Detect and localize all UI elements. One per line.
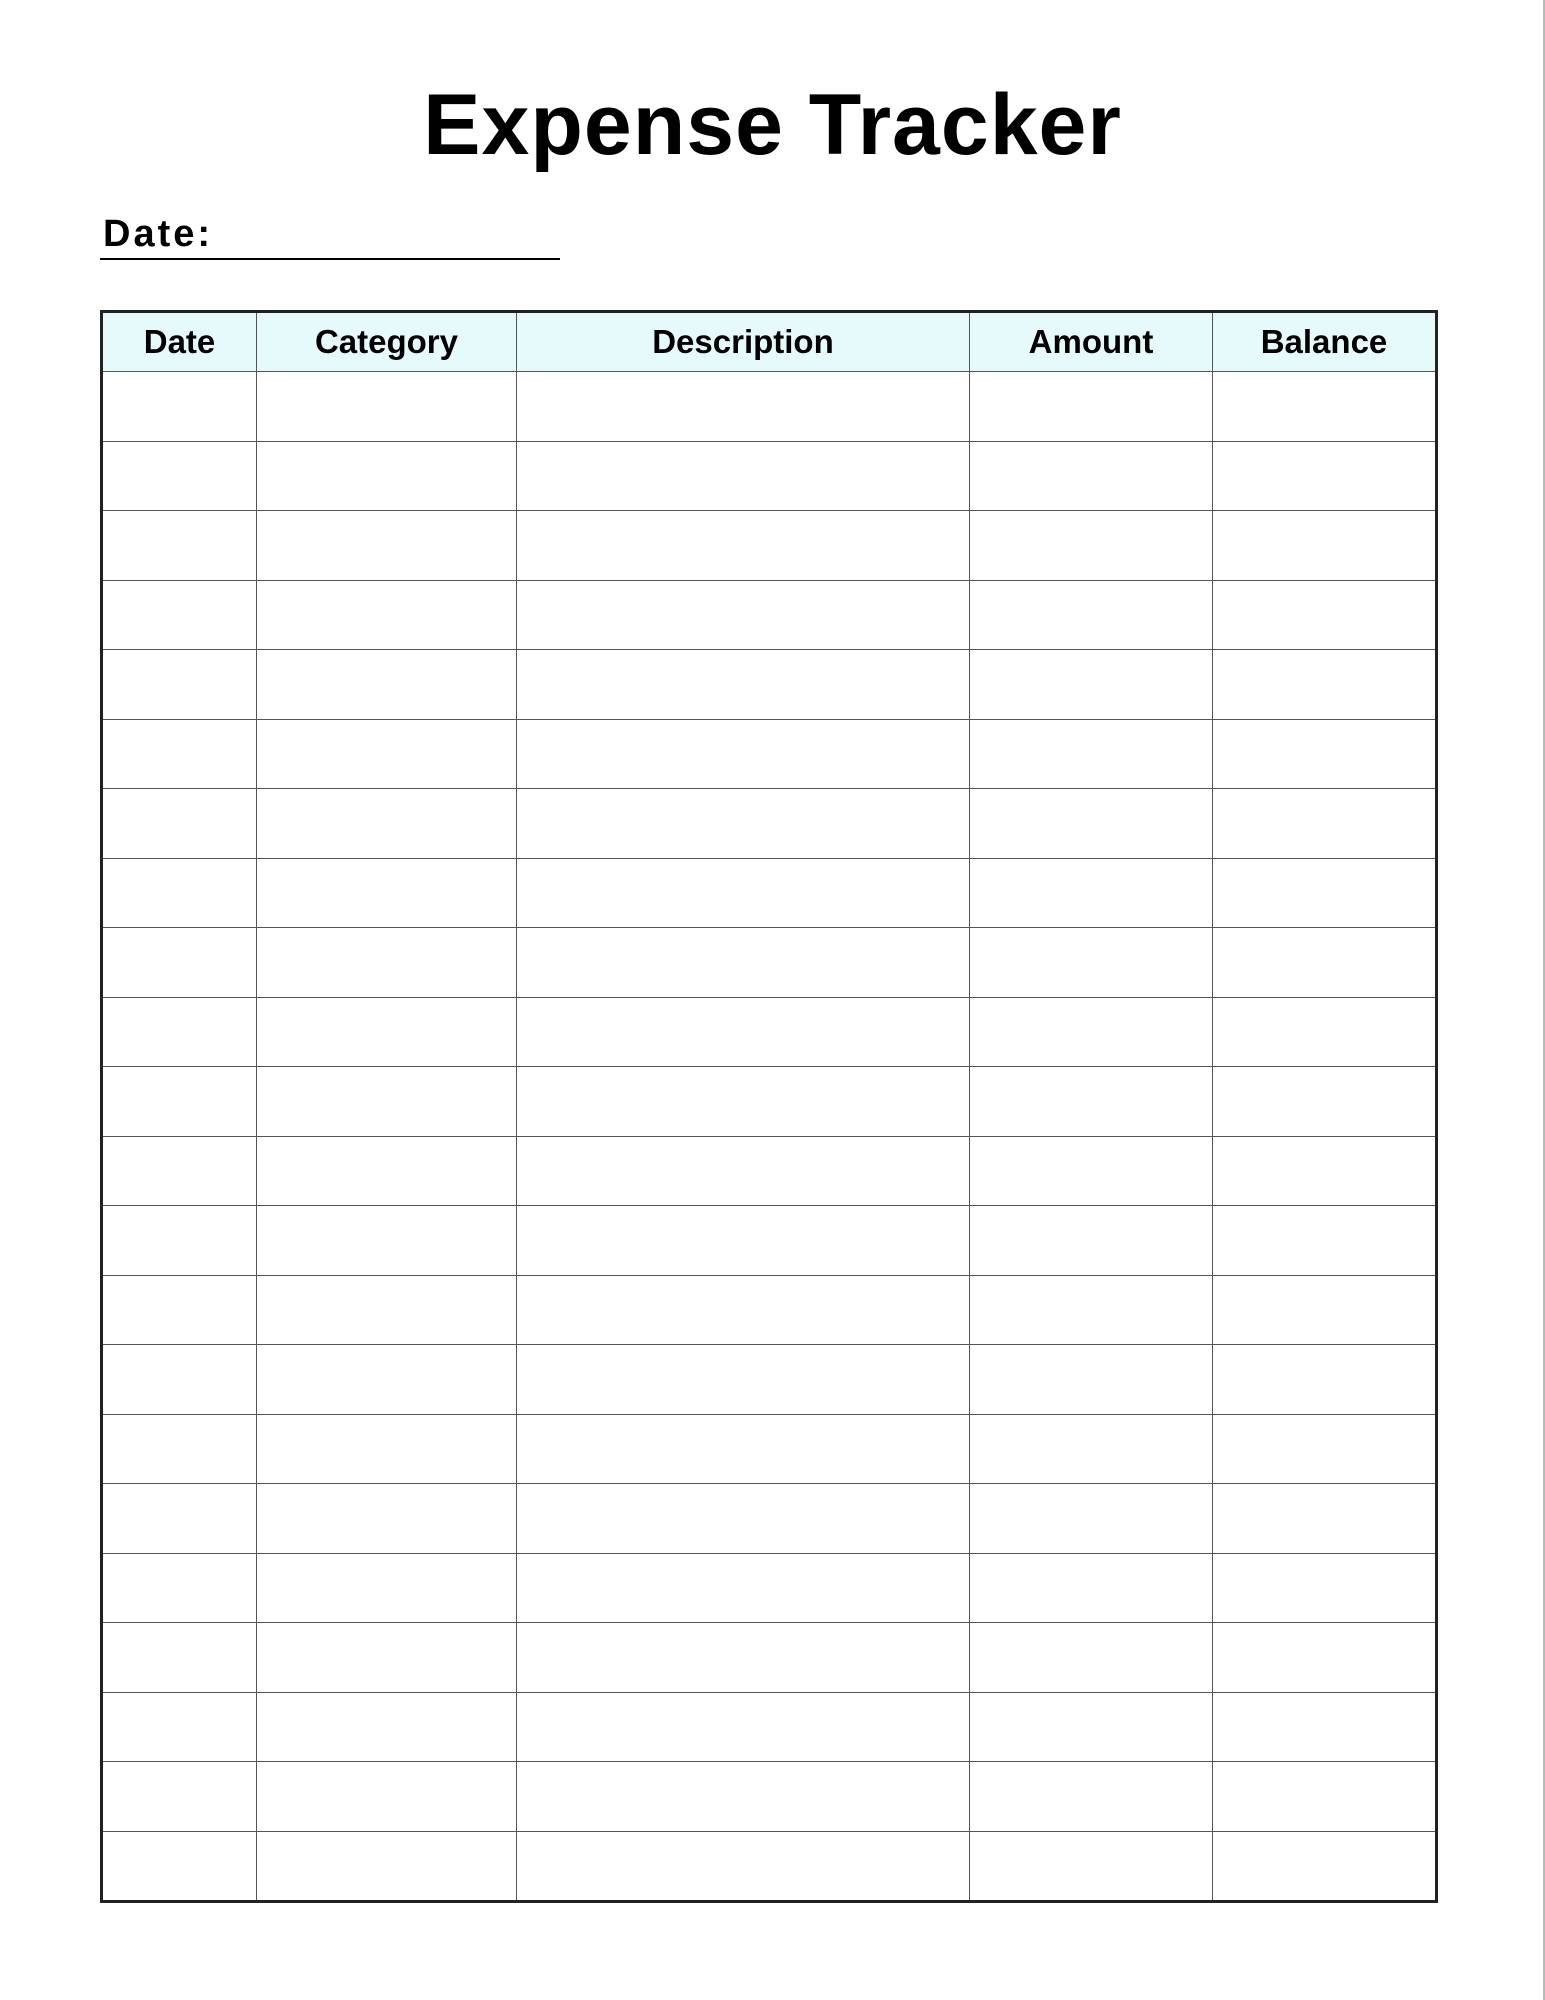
- cell-date[interactable]: [102, 1345, 257, 1415]
- expense-table-container: [100, 310, 1435, 1913]
- cell-amount[interactable]: [970, 1831, 1213, 1902]
- cell-description[interactable]: [517, 1206, 970, 1276]
- cell-description[interactable]: [517, 580, 970, 650]
- cell-balance[interactable]: [1213, 928, 1437, 998]
- cell-amount[interactable]: [970, 650, 1213, 720]
- cell-amount[interactable]: [970, 580, 1213, 650]
- table-row: [102, 372, 1437, 442]
- table-row: [102, 789, 1437, 859]
- cell-balance[interactable]: [1213, 1553, 1437, 1623]
- date-field[interactable]: [100, 210, 560, 260]
- cell-balance[interactable]: [1213, 650, 1437, 720]
- cell-category[interactable]: [257, 997, 517, 1067]
- table-row: [102, 1345, 1437, 1415]
- cell-description[interactable]: [517, 928, 970, 998]
- cell-date[interactable]: [102, 1414, 257, 1484]
- cell-description[interactable]: [517, 1275, 970, 1345]
- table-row: [102, 1275, 1437, 1345]
- cell-balance[interactable]: [1213, 441, 1437, 511]
- table-row: [102, 1067, 1437, 1137]
- cell-category[interactable]: [257, 1484, 517, 1554]
- cell-balance[interactable]: [1213, 1136, 1437, 1206]
- cell-amount[interactable]: [970, 372, 1213, 442]
- cell-description[interactable]: [517, 1692, 970, 1762]
- cell-amount[interactable]: [970, 997, 1213, 1067]
- cell-description[interactable]: [517, 511, 970, 581]
- cell-category[interactable]: [257, 650, 517, 720]
- cell-date[interactable]: [102, 1623, 257, 1693]
- cell-description[interactable]: [517, 858, 970, 928]
- cell-date[interactable]: [102, 789, 257, 859]
- cell-category[interactable]: [257, 511, 517, 581]
- table-row: [102, 1831, 1437, 1902]
- table-row: [102, 580, 1437, 650]
- cell-description[interactable]: [517, 1136, 970, 1206]
- cell-category[interactable]: [257, 1414, 517, 1484]
- table-row: [102, 1136, 1437, 1206]
- cell-category[interactable]: [257, 1136, 517, 1206]
- expense-table: [100, 310, 1438, 1903]
- table-row: [102, 1414, 1437, 1484]
- cell-date[interactable]: [102, 372, 257, 442]
- cell-date[interactable]: [102, 1831, 257, 1902]
- table-header-row: [102, 312, 1437, 372]
- table-body: [102, 372, 1437, 1902]
- cell-amount[interactable]: [970, 789, 1213, 859]
- cell-category[interactable]: [257, 1206, 517, 1276]
- table-row: [102, 997, 1437, 1067]
- table-row: [102, 1484, 1437, 1554]
- cell-category[interactable]: [257, 1275, 517, 1345]
- cell-amount[interactable]: [970, 1623, 1213, 1693]
- cell-category[interactable]: [257, 1623, 517, 1693]
- cell-balance[interactable]: [1213, 511, 1437, 581]
- cell-balance[interactable]: [1213, 1623, 1437, 1693]
- cell-description[interactable]: [517, 1345, 970, 1415]
- cell-description[interactable]: [517, 1414, 970, 1484]
- cell-date[interactable]: [102, 580, 257, 650]
- cell-description[interactable]: [517, 719, 970, 789]
- cell-description[interactable]: [517, 789, 970, 859]
- column-header-balance: Balance: [1213, 312, 1437, 372]
- table-row: [102, 1206, 1437, 1276]
- cell-date[interactable]: [102, 997, 257, 1067]
- cell-amount[interactable]: [970, 719, 1213, 789]
- cell-category[interactable]: [257, 719, 517, 789]
- cell-date[interactable]: [102, 441, 257, 511]
- table-row: [102, 858, 1437, 928]
- cell-date[interactable]: [102, 1762, 257, 1832]
- cell-date[interactable]: [102, 1067, 257, 1137]
- table-row: [102, 928, 1437, 998]
- cell-category[interactable]: [257, 789, 517, 859]
- cell-balance[interactable]: [1213, 1692, 1437, 1762]
- table-row: [102, 1692, 1437, 1762]
- table-row: [102, 1623, 1437, 1693]
- cell-amount[interactable]: [970, 1762, 1213, 1832]
- cell-amount[interactable]: [970, 1206, 1213, 1276]
- cell-amount[interactable]: [970, 1553, 1213, 1623]
- cell-date[interactable]: [102, 1484, 257, 1554]
- cell-category[interactable]: [257, 928, 517, 998]
- column-header-amount: Amount: [970, 312, 1213, 372]
- table-row: [102, 719, 1437, 789]
- column-header-description: Description: [517, 312, 970, 372]
- cell-balance[interactable]: [1213, 1345, 1437, 1415]
- cell-balance[interactable]: [1213, 719, 1437, 789]
- cell-balance[interactable]: [1213, 1067, 1437, 1137]
- cell-amount[interactable]: [970, 511, 1213, 581]
- cell-description[interactable]: [517, 1484, 970, 1554]
- cell-balance[interactable]: [1213, 1484, 1437, 1554]
- cell-category[interactable]: [257, 580, 517, 650]
- cell-amount[interactable]: [970, 1345, 1213, 1415]
- cell-balance[interactable]: [1213, 1762, 1437, 1832]
- date-label: Date:: [103, 213, 214, 255]
- table-row: [102, 650, 1437, 720]
- cell-description[interactable]: [517, 1831, 970, 1902]
- column-header-category: Category: [257, 312, 517, 372]
- cell-category[interactable]: [257, 858, 517, 928]
- cell-balance[interactable]: [1213, 1206, 1437, 1276]
- cell-date[interactable]: [102, 858, 257, 928]
- cell-amount[interactable]: [970, 1484, 1213, 1554]
- cell-balance[interactable]: [1213, 580, 1437, 650]
- cell-category[interactable]: [257, 1345, 517, 1415]
- cell-balance[interactable]: [1213, 1275, 1437, 1345]
- cell-date[interactable]: [102, 719, 257, 789]
- cell-description[interactable]: [517, 1067, 970, 1137]
- cell-balance[interactable]: [1213, 1831, 1437, 1902]
- cell-category[interactable]: [257, 1067, 517, 1137]
- cell-category[interactable]: [257, 1762, 517, 1832]
- cell-amount[interactable]: [970, 441, 1213, 511]
- table-row: [102, 511, 1437, 581]
- cell-amount[interactable]: [970, 928, 1213, 998]
- cell-description[interactable]: [517, 441, 970, 511]
- table-row: [102, 1762, 1437, 1832]
- cell-description[interactable]: [517, 1762, 970, 1832]
- cell-date[interactable]: [102, 1136, 257, 1206]
- cell-amount[interactable]: [970, 1692, 1213, 1762]
- cell-category[interactable]: [257, 1553, 517, 1623]
- cell-amount[interactable]: [970, 1275, 1213, 1345]
- cell-balance[interactable]: [1213, 789, 1437, 859]
- cell-date[interactable]: [102, 1275, 257, 1345]
- cell-category[interactable]: [257, 1692, 517, 1762]
- cell-date[interactable]: [102, 928, 257, 998]
- page-title: Expense Tracker: [423, 77, 1122, 173]
- cell-amount[interactable]: [970, 1414, 1213, 1484]
- cell-balance[interactable]: [1213, 372, 1437, 442]
- cell-date[interactable]: [102, 1692, 257, 1762]
- cell-description[interactable]: [517, 997, 970, 1067]
- cell-balance[interactable]: [1213, 997, 1437, 1067]
- cell-date[interactable]: [102, 1206, 257, 1276]
- cell-amount[interactable]: [970, 858, 1213, 928]
- cell-date[interactable]: [102, 1553, 257, 1623]
- cell-date[interactable]: [102, 650, 257, 720]
- cell-date[interactable]: [102, 511, 257, 581]
- cell-amount[interactable]: [970, 1067, 1213, 1137]
- cell-description[interactable]: [517, 1623, 970, 1693]
- table-row: [102, 441, 1437, 511]
- cell-balance[interactable]: [1213, 1414, 1437, 1484]
- cell-balance[interactable]: [1213, 858, 1437, 928]
- table-row: [102, 1553, 1437, 1623]
- cell-category[interactable]: [257, 441, 517, 511]
- column-header-date: Date: [102, 312, 257, 372]
- cell-amount[interactable]: [970, 1136, 1213, 1206]
- cell-category[interactable]: [257, 372, 517, 442]
- cell-description[interactable]: [517, 1553, 970, 1623]
- cell-description[interactable]: [517, 650, 970, 720]
- cell-description[interactable]: [517, 372, 970, 442]
- cell-category[interactable]: [257, 1831, 517, 1902]
- date-input-line[interactable]: [100, 258, 560, 260]
